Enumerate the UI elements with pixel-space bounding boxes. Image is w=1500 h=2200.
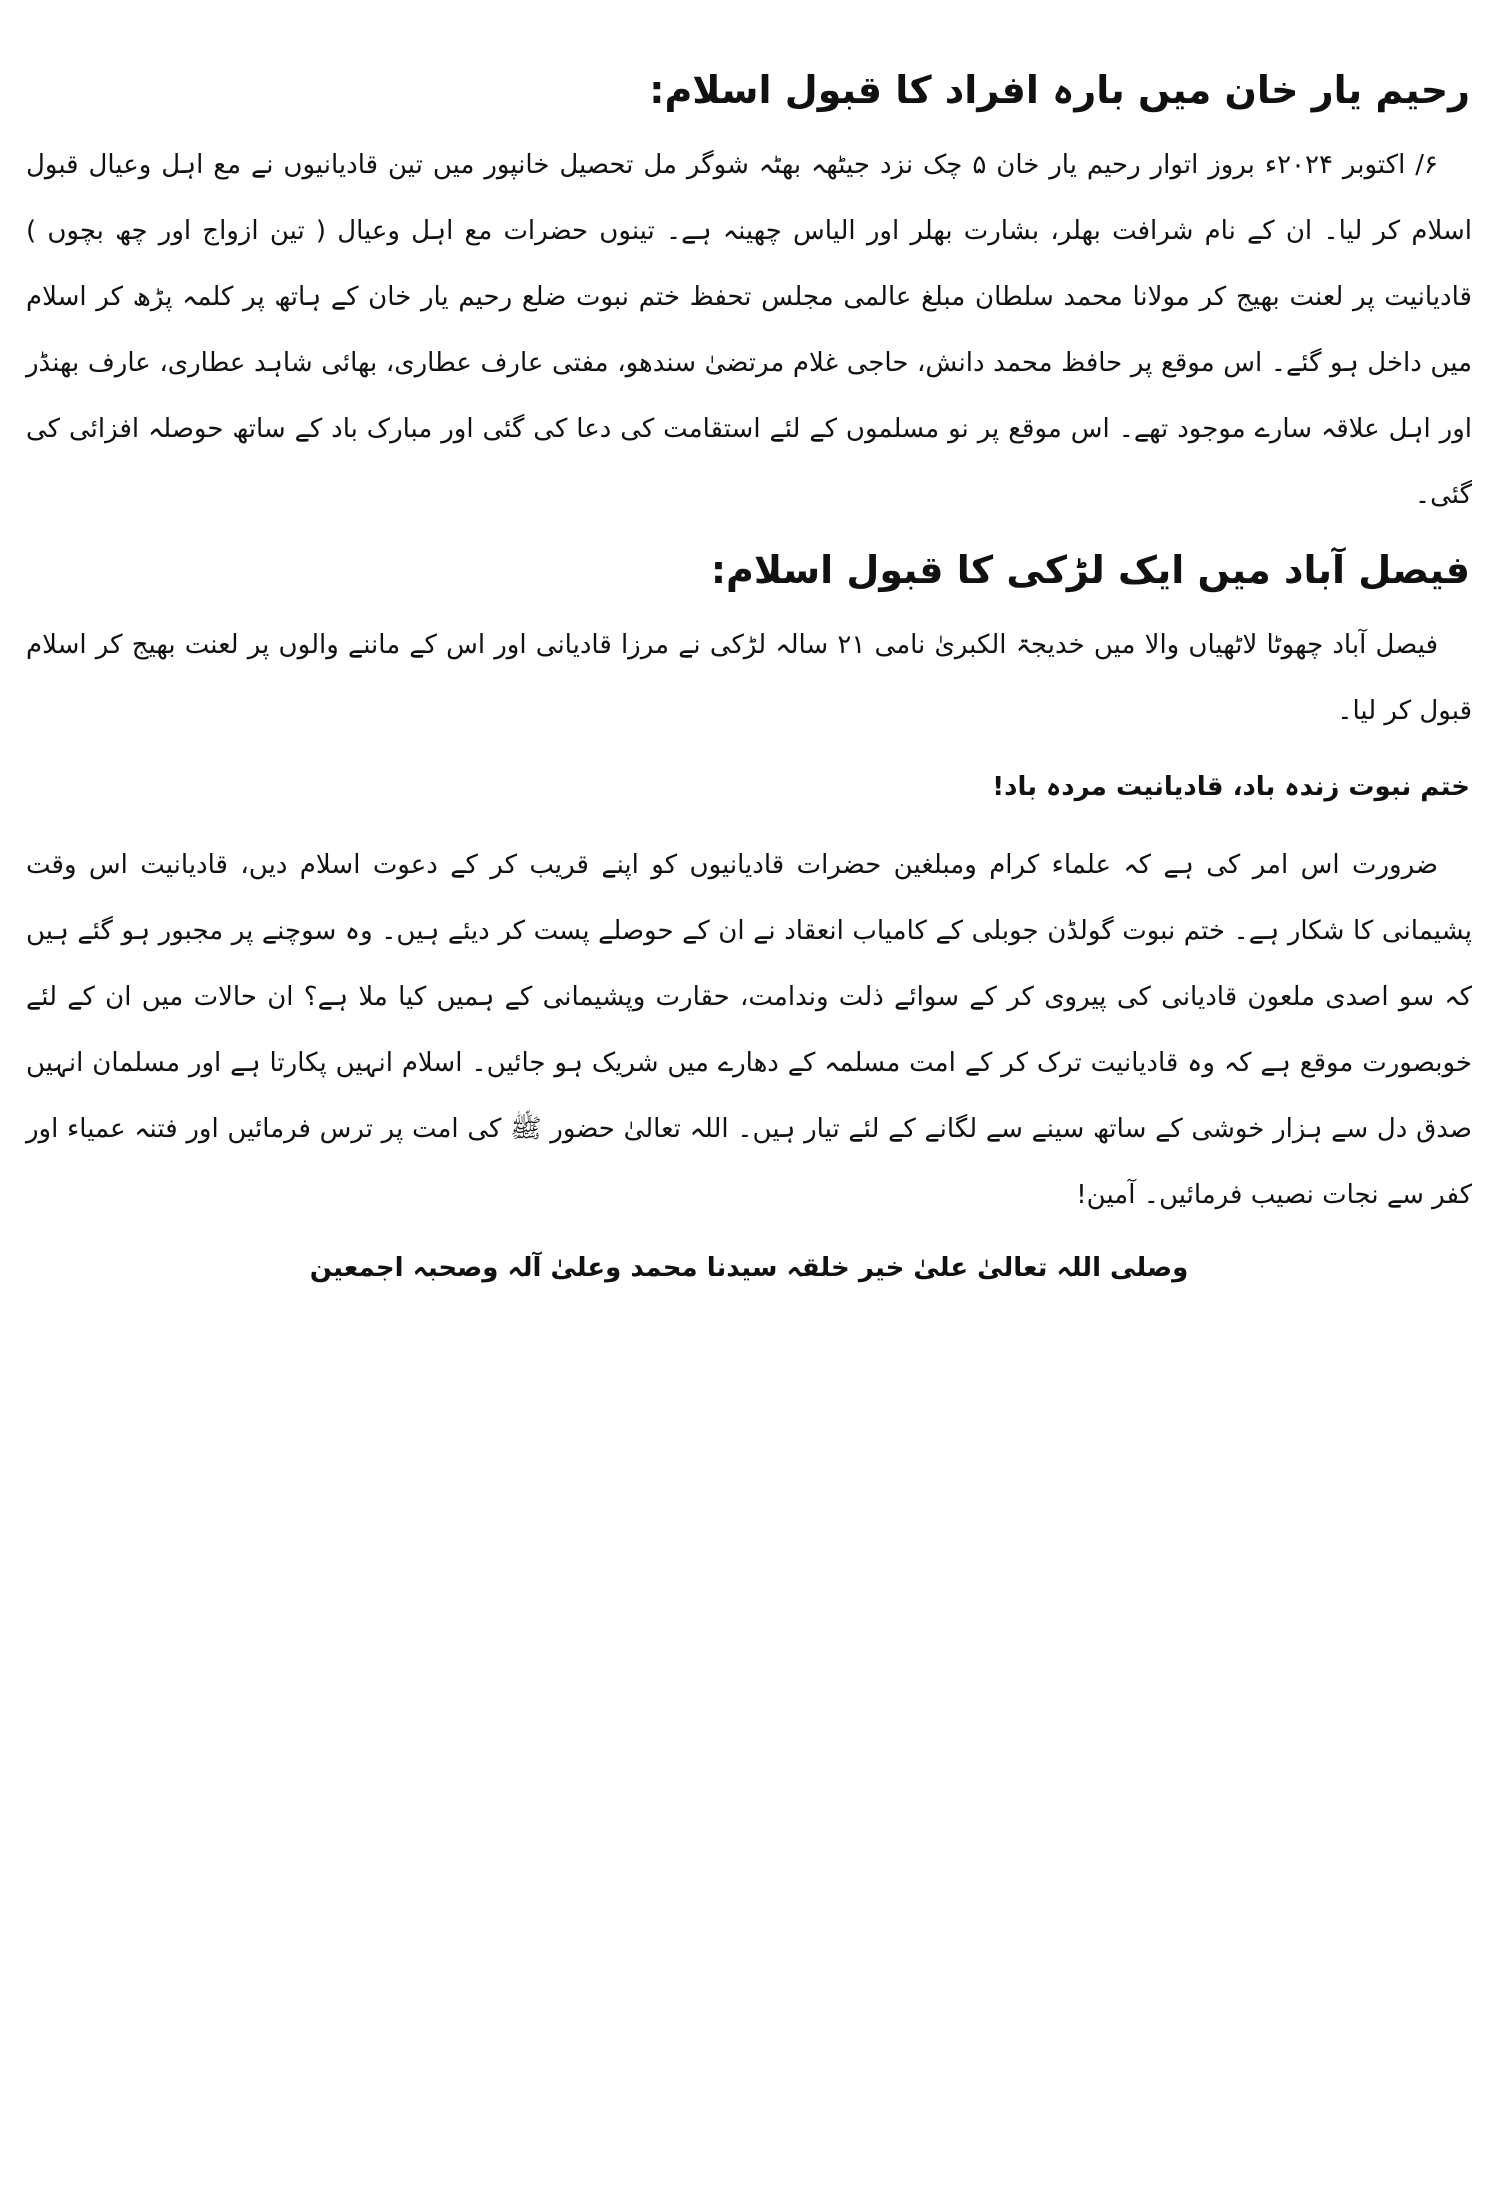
slogan: ختم نبوت زندہ باد، قادیانیت مردہ باد! bbox=[992, 772, 1470, 802]
article bbox=[22, 58, 1476, 1298]
section-body-faisalabad: فیصل آباد چھوٹا لاٹھیاں والا میں خدیجۃ الکبریٰ نامی ۲۱ سالہ لڑکی نے مرزا قادیانی اور اس کے ماننے والوں پر لعنت بھیج کر اسلام قبول کر لیا۔ bbox=[26, 630, 1472, 726]
section-heading-faisalabad: فیصل آباد میں ایک لڑکی کا قبول اسلام: bbox=[710, 548, 1470, 592]
closing-salutation: وصلی اللہ تعالیٰ علیٰ خیر خلقہ سیدنا محمد وعلیٰ آلہ وصحبہ اجمعین bbox=[309, 1253, 1189, 1283]
conclusion-paragraph: ضرورت اس امر کی ہے کہ علماء کرام ومبلغین حضرات قادیانیوں کو اپنے قریب کر کے دعوت اسلام دیں، قادیانیت اس وقت پشیمانی کا شکار ہے۔ ختم نبوت گولڈن جوبلی کے کامیاب انعقاد نے ان کے حوصلے پست کر دیئے ہیں۔ وہ سوچنے پر مجبور ہو گئے ہیں کہ سو اصدی ملعون قادیانی کی پیروی کر کے سوائے ذلت وندامت، حقارت وپشیمانی کے ہمیں کیا ملا ہے؟ ان حالات میں ان کے لئے خوبصورت موقع ہے کہ وہ قادیانیت ترک کر کے امت مسلمہ کے دھارے میں شریک ہو جائیں۔ اسلام انہیں پکارتا ہے اور مسلمان انہیں صدق دل سے ہزار خوشی کے ساتھ سینے سے لگانے کے لئے تیار ہیں۔ اللہ تعالیٰ حضور ﷺ کی امت پر ترس فرمائیں اور فتنہ عمیاء اور کفر سے نجات نصیب فرمائیں۔ آمین! bbox=[26, 850, 1472, 1210]
section-heading-rahim-yar-khan: رحیم یار خان میں بارہ افراد کا قبول اسلام: bbox=[649, 68, 1470, 112]
section-body-rahim-yar-khan: ۶/ اکتوبر ۲۰۲۴ء بروز اتوار رحیم یار خان ۵ چک نزد جیٹھہ بھٹہ شوگر مل تحصیل خانپور میں تین قادیانیوں نے مع اہل وعیال قبول اسلام کر لیا۔ ان کے نام شرافت بھلر، بشارت بھلر اور الیاس چھینہ ہے۔ تینوں حضرات مع اہل وعیال ( تین ازواج اور چھ بچوں ) قادیانیت پر لعنت بھیج کر مولانا محمد سلطان مبلغ عالمی مجلس تحفظ ختم نبوت ضلع رحیم یار خان کے ہاتھ پر کلمہ پڑھ کر اسلام میں داخل ہو گئے۔ اس موقع پر حافظ محمد دانش، حاجی غلام مرتضیٰ سندھو، مفتی عارف عطاری، بھائی شاہد عطاری، عارف بھنڈر اور اہل علاقہ سارے موجود تھے۔ اس موقع پر نو مسلموں کے لئے استقامت کی دعا کی گئی اور مبارک باد کے ساتھ حوصلہ افزائی کی گئی۔ bbox=[26, 150, 1472, 510]
